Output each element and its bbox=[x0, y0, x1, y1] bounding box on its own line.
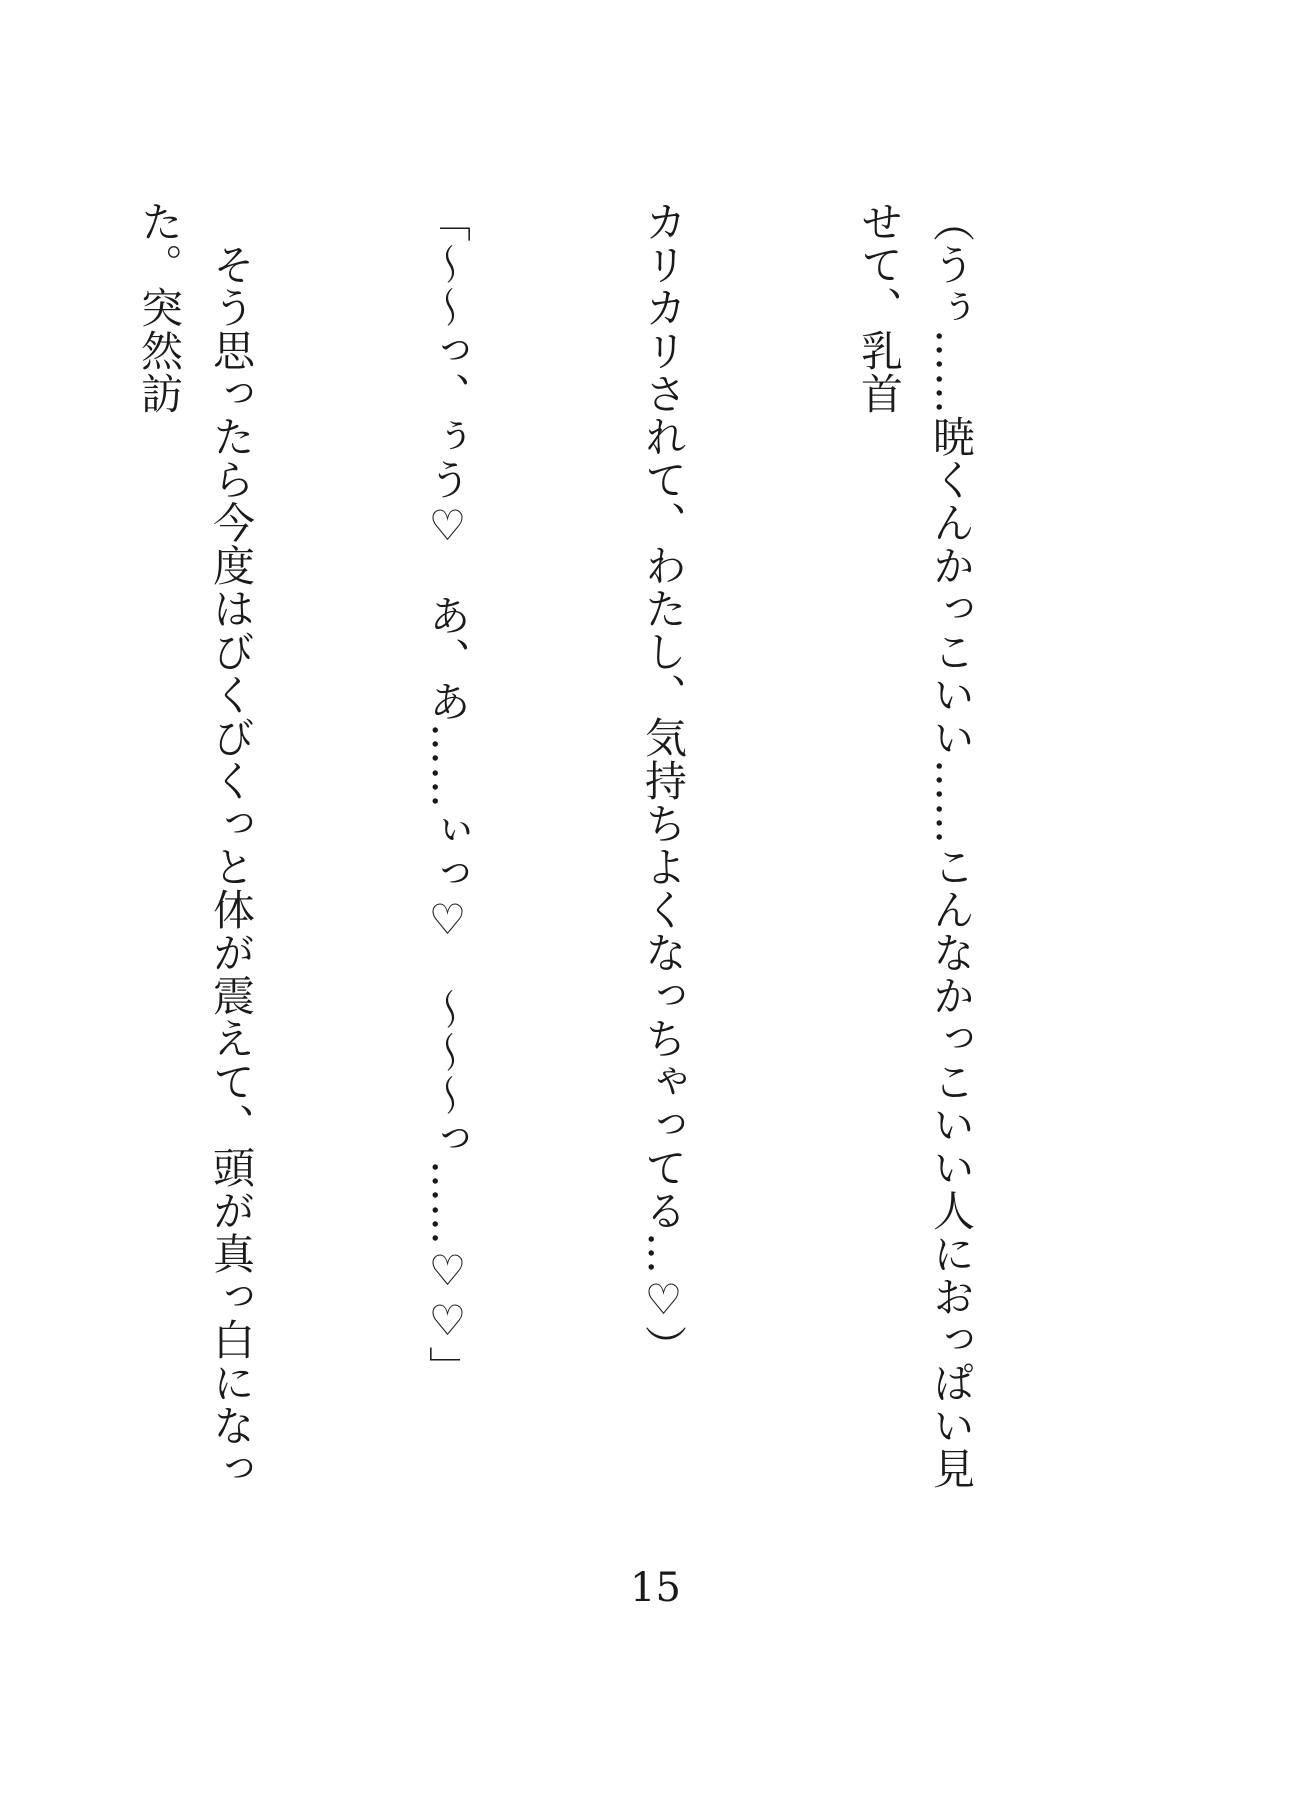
text-line: 「～～っ、ぅう♡ あ、あ……ぃっ♡ ～～～っ……♡♡」 bbox=[423, 200, 472, 1389]
text-line: （うぅ……暁くんかっこいい……こんなかっこいい人におっぱい見せて、乳首 bbox=[855, 200, 976, 1490]
vertical-text-body bbox=[0, 200, 1131, 1500]
text-line: そう思ったら今度はびくびくっと体が震えて、頭が真っ白になった。突然訪 bbox=[135, 200, 256, 1490]
text-line: カリカリされて、わたし、気持ちよくなっちゃってる…♡） bbox=[639, 200, 688, 1368]
page-number: 15 bbox=[630, 1565, 681, 1611]
